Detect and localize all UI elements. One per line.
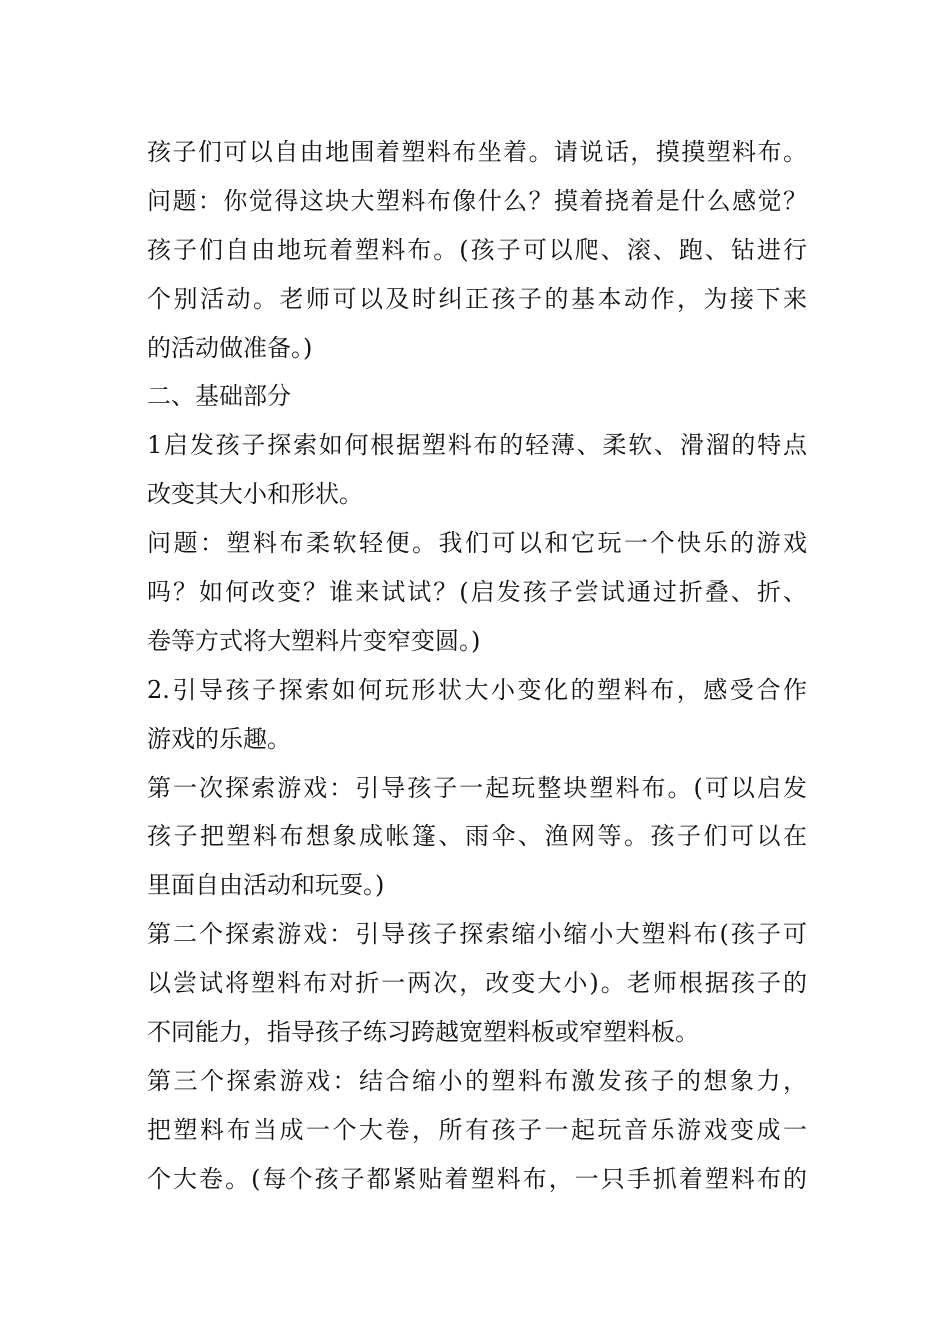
- text-line: 第二个探索游戏：引导孩子探索缩小缩小大塑料布(孩子可: [147, 920, 807, 949]
- section-heading: 二、基础部分: [147, 382, 291, 411]
- text-line: 个别活动。老师可以及时纠正孩子的基本动作，为接下来: [147, 284, 807, 313]
- text-line: 1启发孩子探索如何根据塑料布的轻薄、柔软、滑溜的特点: [147, 431, 807, 460]
- text-line: 改变其大小和形状。: [147, 480, 363, 509]
- text-line: 孩子们自由地玩着塑料布。(孩子可以爬、滚、跑、钻进行: [147, 235, 807, 264]
- text-line: 吗？如何改变？谁来试试？(启发孩子尝试通过折叠、折、: [147, 578, 807, 607]
- text-line: 2.引导孩子探索如何玩形状大小变化的塑料布，感受合作: [147, 675, 807, 704]
- text-line: 的活动做准备。): [147, 333, 313, 362]
- text-line: 里面自由活动和玩耍。): [147, 871, 385, 900]
- text-line: 孩子把塑料布想象成帐篷、雨伞、渔网等。孩子们可以在: [147, 822, 807, 851]
- text-line: 不同能力，指导孩子练习跨越宽塑料板或窄塑料板。: [147, 1018, 699, 1047]
- text-line: 卷等方式将大塑料片变窄变圆。): [147, 626, 481, 655]
- text-line: 问题：塑料布柔软轻便。我们可以和它玩一个快乐的游戏: [147, 529, 807, 558]
- text-line: 问题：你觉得这块大塑料布像什么？摸着挠着是什么感觉？: [147, 186, 807, 215]
- text-line: 孩子们可以自由地围着塑料布坐着。请说话，摸摸塑料布。: [147, 138, 807, 166]
- text-line: 第一次探索游戏：引导孩子一起玩整块塑料布。(可以启发: [147, 773, 807, 802]
- text-line: 游戏的乐趣。: [147, 724, 291, 753]
- text-line: 把塑料布当成一个大卷，所有孩子一起玩音乐游戏变成一: [147, 1115, 807, 1144]
- text-line: 个大卷。(每个孩子都紧贴着塑料布，一只手抓着塑料布的: [147, 1164, 807, 1193]
- text-line: 以尝试将塑料布对折一两次，改变大小)。老师根据孩子的: [147, 969, 807, 998]
- document-body: [147, 128, 807, 1204]
- text-line: 第三个探索游戏：结合缩小的塑料布激发孩子的想象力，: [147, 1066, 807, 1095]
